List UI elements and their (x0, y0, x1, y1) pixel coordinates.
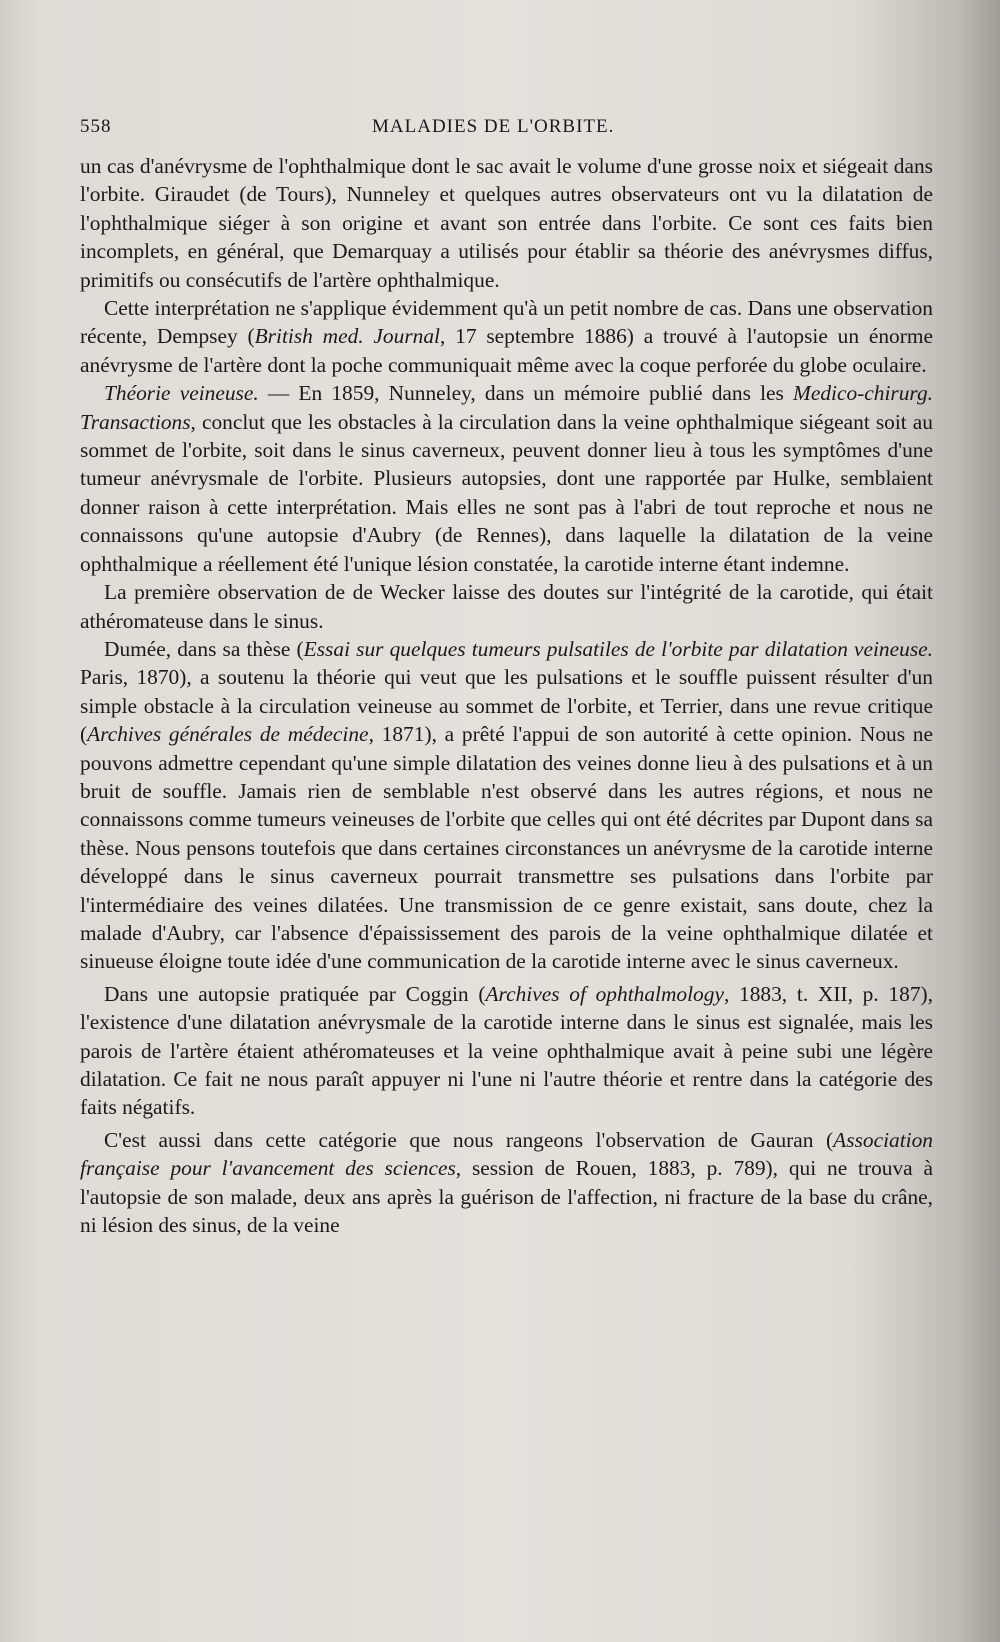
text-segment: un cas d'anévrysme de l'ophthalmique dont le sac avait le volume d'une grosse noix et siégeait dans l'orbite. Giraudet (de Tours), Nunneley et quelques autres observateurs ont vu la dilatation de l'ophthalmique siéger à son origine et avant son entrée dans l'orbite. Ce sont ces faits bien incomplets, en général, que Demarquay a utilisés pour établir sa théorie des anévrysmes diffus, primitifs ou consécutifs de l'artère ophthalmique. (80, 154, 933, 292)
text-segment: Paris, 1870), a soutenu la théorie qui veut que les pulsations et le souffle puissent résulter d'un simple obstacle à la circulation veineuse au sommet de l'orbite, et Terrier, dans une revue critique ( (80, 665, 933, 747)
text-segment: — En 1859, Nunneley, dans un mémoire publié dans les (258, 381, 793, 406)
text-segment: , 1883, t. XII, p. 187), l'existence d'une dilatation anévrysmale de la carotide interne dans le sinus est signalée, mais les parois de l'artère étaient athéromateuses et la veine ophthalmique avait à peine subi une légère dilatation. Ce fait ne nous paraît appuyer ni l'une ni l'autre théorie et rentre dans la catégorie des faits négatifs. (80, 981, 933, 1120)
text-segment: , 1871), a prêté l'appui de son autorité à cette opinion. Nous ne pouvons admettre cependant qu'une simple dilatation des veines donne lieu à des pulsations et à un bruit de souffle. Jamais rien de semblable n'est observé dans les autres régions, et nous ne connaissons comme tumeurs veineuses de l'orbite que celles qui ont été décrites par Dupont dans sa thèse. Nous pensons toutefois que dans certaines circonstances un anévrysme de la carotide interne développé dans le sinus caverneux pourrait transmettre ses pulsations dans l'orbite par l'intermédiaire des veines dilatées. Une transmission de ce genre existait, sans doute, chez la malade d'Aubry, car l'absence d'épaississement des parois de la veine ophthalmique dilatée et sinueuse éloigne toute idée d'une communication de la carotide interne avec le sinus caverneux. (80, 722, 933, 974)
text-segment: La première observation de de Wecker laisse des doutes sur l'intégrité de la carotide, qui était athéromateuse dans le sinus. (80, 580, 933, 633)
paragraph (80, 1126, 933, 1240)
text-segment-italic: Essai sur quelques tumeurs pulsatiles de l'orbite par dilatation veineuse. (303, 636, 933, 661)
page-number: 558 (80, 116, 112, 137)
paragraph (80, 635, 933, 976)
section-heading-italic: Théorie veineuse. (104, 381, 259, 406)
text-segment-italic: Archives of ophthalmology (485, 981, 724, 1006)
text-segment-italic: British med. Journal (254, 324, 440, 349)
paragraph (80, 294, 933, 379)
text-segment-italic: Medico-chirurg. Transactions (80, 381, 933, 434)
paragraph (80, 578, 933, 635)
paragraph (80, 152, 933, 294)
text-segment: , session de Rouen, 1883, p. 789), qui ne trouva à l'autopsie de son malade, deux ans après la guérison de l'affection, ni fracture de la base du crâne, ni lésion des sinus, de la veine (80, 1156, 933, 1238)
body-text (80, 152, 933, 1239)
text-segment: Dans une autopsie pratiquée par Coggin ( (104, 981, 486, 1006)
text-segment: , 17 septembre 1886) a trouvé à l'autopsie un énorme anévrysme de l'artère dont la poche communiquait même avec la coque perforée du globe oculaire. (80, 324, 933, 377)
text-segment: Cette interprétation ne s'applique évidemment qu'à un petit nombre de cas. Dans une observation récente, Dempsey ( (80, 296, 933, 349)
text-segment-italic: Archives générales de médecine (87, 722, 369, 747)
text-segment-italic: Association française pour l'avancement des sciences (80, 1127, 933, 1181)
text-segment: C'est aussi dans cette catégorie que nous rangeons l'observation de Gauran ( (104, 1127, 834, 1152)
text-segment: , conclut que les obstacles à la circulation dans la veine ophthalmique siégeant soit au sommet de l'orbite, soit dans le sinus caverneux, peuvent donner lieu à tous les symptômes d'une tumeur anévrysmale de l'orbite. Plusieurs autopsies, dont une rapportée par Hulke, semblaient donner raison à cette interprétation. Mais elles ne sont pas à l'abri de tout reproche et nous ne connaissons qu'une autopsie d'Aubry (de Rennes), dans laquelle la dilatation de la veine ophthalmique a réellement été l'unique lésion constatée, la carotide interne étant indemne. (80, 409, 933, 576)
running-title: MALADIES DE L'ORBITE. (372, 116, 615, 137)
paragraph (80, 379, 933, 578)
text-segment: Dumée, dans sa thèse ( (104, 636, 304, 661)
paragraph (80, 980, 933, 1122)
